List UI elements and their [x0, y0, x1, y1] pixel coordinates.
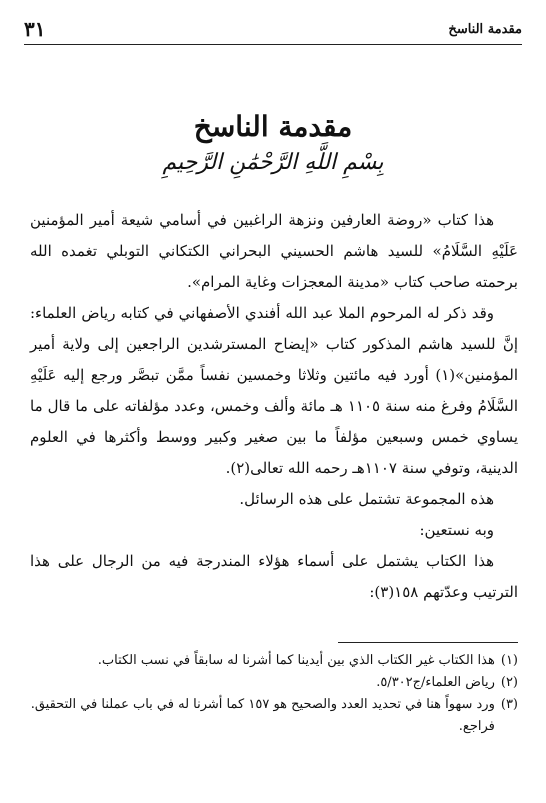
footnotes — [30, 650, 518, 738]
paragraph-collection: هذه المجموعة تشتمل على هذه الرسائل. — [239, 490, 494, 508]
footnote-divider — [338, 642, 518, 643]
paragraph-contents: هذا الكتاب يشتمل على أسماء هؤلاء المندرجة فيه من الرجال على هذا الترتيب وعدّتهم ١٥٨(٣): — [30, 552, 518, 601]
footnote-number: (٢) — [500, 675, 518, 690]
body-text — [30, 205, 518, 608]
page-number: ٣١ — [24, 17, 46, 41]
footnote-number: (٣) — [500, 697, 518, 712]
footnote-text: هذا الكتاب غير الكتاب الذي بين أيدينا كما أشرنا له سابقاً في نسب الكتاب. — [97, 653, 495, 668]
footnote — [30, 650, 518, 672]
footnote — [30, 672, 518, 694]
page-title: مقدمة الناسخ — [193, 110, 353, 143]
footnote — [30, 694, 518, 738]
basmala: بِسْمِ اللَّهِ الرَّحْمَٰنِ الرَّحِيمِ — [162, 150, 384, 175]
footnote-text: ورد سهواً هنا في تحديد العدد والصحيح هو ١٥٧ كما أشرنا له في باب عملنا في التحقيق. فراجع. — [30, 697, 495, 734]
paragraph-intro: هذا كتاب «روضة العارفين ونزهة الراغبين في أسامي شيعة أمير المؤمنين عَلَيْهِ السَّلَامُ» للسيد هاشم الحسيني البحراني الكتكاني التوبلي تغمده الله برحمته صاحب كتاب «مدينة المعجزات وغاية المرام». — [30, 211, 518, 291]
running-title: مقدمة الناسخ — [448, 21, 522, 37]
footnote-number: (١) — [500, 653, 518, 668]
page-header — [24, 14, 522, 45]
footnote-text: رياض العلماء/ج٥/٣٠٢. — [376, 675, 495, 690]
paragraph-riyad: وقد ذكر له المرحوم الملا عبد الله أفندي الأصفهاني في كتابه رياض العلماء: إنَّ للسيد هاشم المذكور كتاب «إيضاح المسترشدين الراجعين إلى ولاية أمير المؤمنين»(١) أورد فيه مائتين وثلاثا وخمسين نفساً ممَّن تبصَّر ورجع إليه عَلَيْهِ السَّلَامُ وفرغ منه سنة ١١٠٥ هـ مائة وألف وخمس، وعدد مؤلفاته على ما قال ما يساوي خمس وسبعين مؤلفاً ما بين صغير وكبير ووسط وأكثرها في العلوم الدينية، وتوفي سنة ١١٠٧هـ رحمه الله تعالى(٢). — [30, 304, 519, 477]
paragraph-invocation: وبه نستعين: — [419, 521, 494, 539]
